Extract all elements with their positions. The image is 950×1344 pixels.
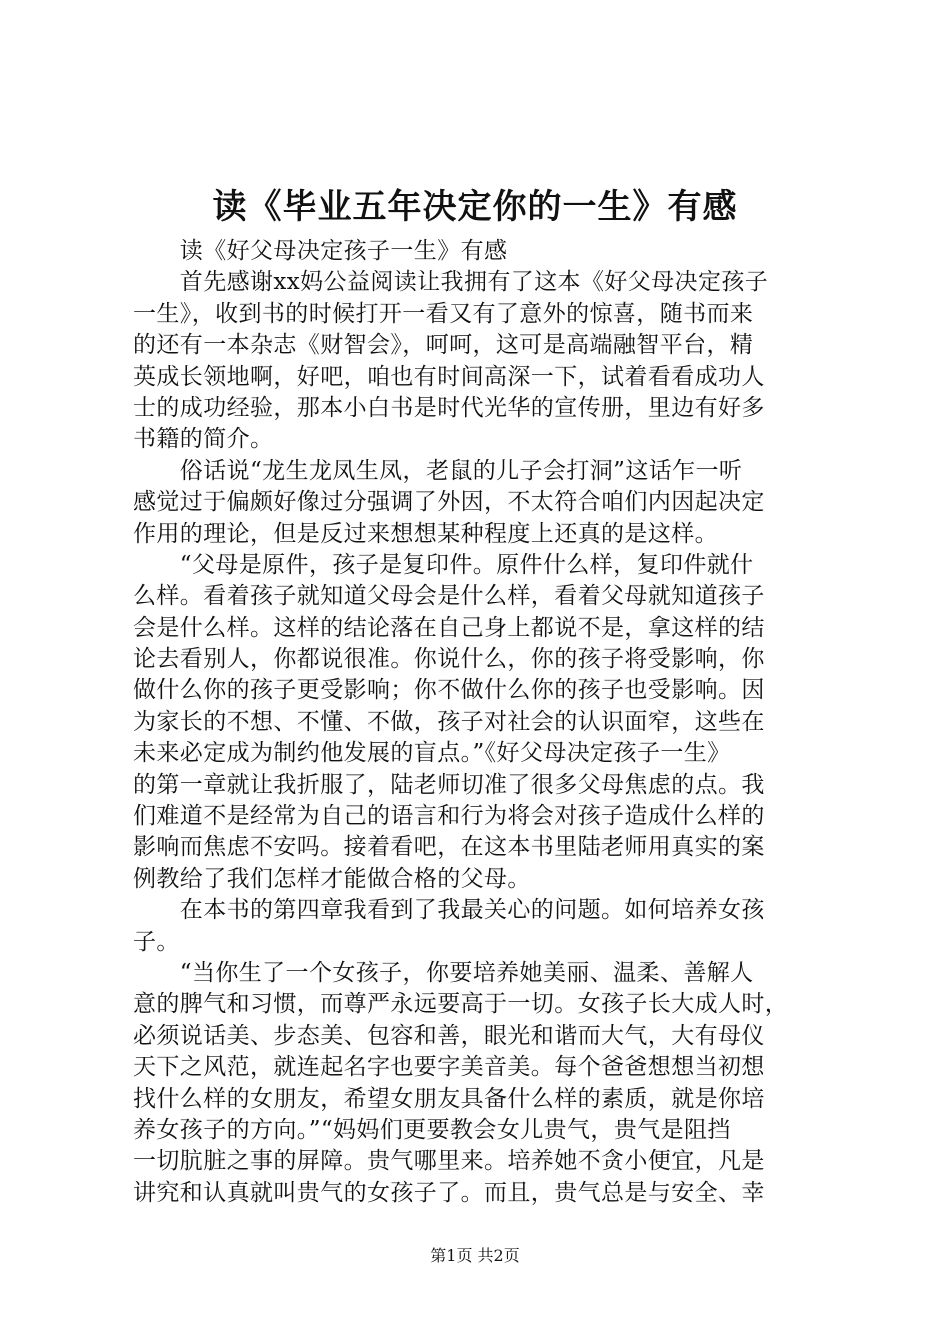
- text-line: 的还有一本杂志《财智会》，呵呵，这可是高端融智平台，精: [133, 332, 754, 359]
- text-line: 士的成功经验，那本小白书是时代光华的宣传册，里边有好多: [133, 394, 765, 421]
- text-line: 会是什么样。这样的结论落在自己身上都说不是，拿这样的结: [133, 614, 765, 641]
- text-line: 俗话说“龙生龙凤生凤，老鼠的儿子会打洞”这话乍一听: [133, 457, 743, 484]
- text-line: 天下之风范，就连起名字也要字美音美。每个爸爸想想当初想: [133, 1054, 765, 1081]
- text-line: 影响而焦虑不安吗。接着看吧，在这本书里陆老师用真实的案: [133, 834, 765, 861]
- page-footer: 第1页 共2页: [430, 1246, 520, 1265]
- document-title: 读《毕业五年决定你的一生》有感: [212, 187, 738, 227]
- text-line: 例教给了我们怎样才能做合格的父母。: [133, 865, 531, 892]
- text-line: “父母是原件，孩子是复印件。原件什么样，复印件就什: [133, 551, 754, 578]
- text-line: 在本书的第四章我看到了我最关心的问题。如何培养女孩: [133, 897, 765, 924]
- text-line: 子。: [133, 928, 180, 955]
- text-line: 们难道不是经常为自己的语言和行为将会对孩子造成什么样的: [133, 803, 765, 830]
- text-line: 书籍的简介。: [133, 426, 274, 453]
- text-line: 的第一章就让我折服了，陆老师切准了很多父母焦虑的点。我: [133, 771, 765, 798]
- text-line: 为家长的不想、不懂、不做，孩子对社会的认识面窄，这些在: [133, 708, 765, 735]
- text-line: 意的脾气和习惯，而尊严永远要高于一切。女孩子长大成人时，: [133, 991, 789, 1018]
- text-line: 养女孩子的方向。”“妈妈们更要教会女儿贵气，贵气是阻挡: [133, 1116, 731, 1143]
- text-line: 么样。看着孩子就知道父母会是什么样，看着父母就知道孩子: [133, 583, 765, 610]
- document-body: [133, 236, 833, 1209]
- text-line: 做什么你的孩子更受影响；你不做什么你的孩子也受影响。因: [133, 677, 765, 704]
- text-line: 读《好父母决定孩子一生》有感: [133, 238, 508, 264]
- text-line: 一生》，收到书的时候打开一看又有了意外的惊喜，随书而来: [133, 300, 754, 327]
- text-line: 必须说话美、步态美、包容和善，眼光和谐而大气，大有母仪: [133, 1022, 765, 1049]
- text-line: 未来必定成为制约他发展的盲点。”《好父母决定孩子一生》: [133, 740, 731, 767]
- text-line: 论去看别人，你都说很准。你说什么，你的孩子将受影响，你: [133, 646, 765, 673]
- text-line: 作用的理论，但是反过来想想某种程度上还真的是这样。: [133, 520, 718, 547]
- text-line: 一切肮脏之事的屏障。贵气哪里来。培养她不贪小便宜，凡是: [133, 1148, 765, 1175]
- text-line: 讲究和认真就叫贵气的女孩子了。而且，贵气总是与安全、幸: [133, 1179, 765, 1206]
- text-line: 感觉过于偏颇好像过分强调了外因，不太符合咱们内因起决定: [133, 489, 765, 516]
- text-line: 英成长领地啊，好吧，咱也有时间高深一下，试着看看成功人: [133, 363, 765, 390]
- text-line: 首先感谢xx妈公益阅读让我拥有了这本《好父母决定孩子: [133, 269, 769, 296]
- text-line: 找什么样的女朋友，希望女朋友具备什么样的素质，就是你培: [133, 1085, 765, 1112]
- text-line: “当你生了一个女孩子，你要培养她美丽、温柔、善解人: [133, 959, 754, 986]
